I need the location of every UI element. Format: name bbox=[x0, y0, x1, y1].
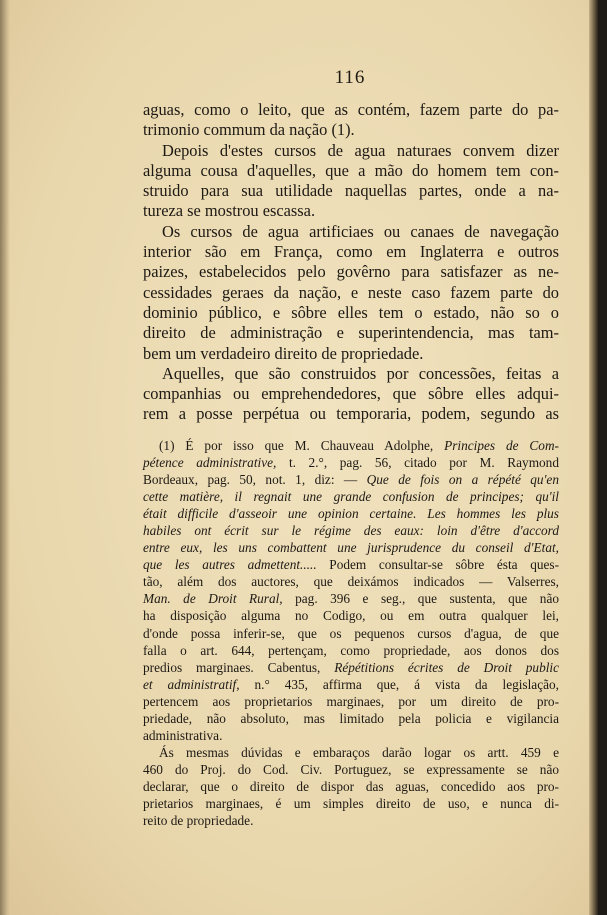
body-line bbox=[143, 404, 559, 424]
footnote-line bbox=[143, 761, 559, 778]
footnote-text: pag. 396 e seg., que sustenta, que não bbox=[282, 591, 559, 607]
footnote-text: declarar, que o direito de dispor das aguas, concedido aos pro- bbox=[143, 778, 559, 794]
body-line bbox=[143, 323, 559, 343]
body-line bbox=[143, 344, 559, 364]
footnote-line bbox=[143, 573, 559, 590]
footnote-line bbox=[143, 727, 559, 744]
footnote-text: reito de propriedade. bbox=[143, 813, 254, 829]
body-text: dominio público, e sôbre elles tem o estado, não so o bbox=[143, 302, 559, 322]
footnote-text: Principes de Com- bbox=[444, 438, 559, 453]
footnote-line bbox=[143, 625, 559, 642]
body-text: cessidades geraes da nação, e neste caso fazem parte do bbox=[143, 282, 559, 302]
body-line bbox=[143, 222, 559, 242]
body-line bbox=[143, 364, 559, 384]
body-text: trimonio commum da nação (1). bbox=[143, 120, 355, 140]
body-line bbox=[143, 120, 559, 140]
body-text: tureza se mostrou escassa. bbox=[143, 201, 316, 221]
footnote-text: était difficile d'asseoir une opinion certaine. Les hommes les plus bbox=[143, 506, 559, 522]
body-text: rem a posse perpétua ou temporaria, podem, segundo as bbox=[143, 404, 559, 424]
body-text: Aquelles, que são construidos por concessões, feitas a bbox=[162, 363, 559, 383]
footnote-line bbox=[143, 710, 559, 727]
footnotes bbox=[143, 437, 559, 829]
body-line bbox=[143, 262, 559, 282]
footnote-text: Répétitions écrites de Droit public bbox=[334, 659, 560, 675]
footnote-line bbox=[143, 744, 559, 761]
footnote-line bbox=[143, 505, 559, 522]
body-text: direito de administração e superintendencia, mas tam- bbox=[143, 323, 559, 343]
body-line bbox=[143, 283, 559, 303]
footnote-line bbox=[143, 812, 559, 829]
footnote-text: ha disposição alguma no Codigo, ou em outra qualquer lei, bbox=[143, 608, 559, 624]
footnote-text: Podem consultar-se sôbre ésta ques- bbox=[316, 557, 560, 573]
page-edge-shadow bbox=[589, 0, 598, 915]
footnote-line bbox=[143, 659, 559, 676]
footnote-text: pertencem aos proprietarios marginaes, por um direito de pro- bbox=[143, 693, 559, 709]
body-line bbox=[143, 161, 559, 181]
body-line bbox=[143, 242, 559, 262]
footnote-text: entre eux, les uns combattent une jurisprudence du conseil d'Etat, bbox=[143, 540, 559, 556]
footnote-text: Man. de Droit Rural, bbox=[143, 591, 283, 607]
page-number: 116 bbox=[334, 67, 366, 88]
body-text: companhias ou emprehendedores, que sôbre elles adqui- bbox=[143, 384, 559, 404]
footnote-text: predios marginaes. Cabentus, bbox=[143, 659, 335, 675]
footnote-line bbox=[143, 437, 559, 454]
footnote-text: et administratif, bbox=[143, 676, 240, 692]
footnote-line bbox=[143, 488, 559, 505]
footnote-text: Bordeaux, pag. 50, not. 1, diz: — bbox=[143, 472, 367, 488]
footnote-line bbox=[143, 454, 559, 471]
body-text: Depois d'estes cursos de agua naturaes convem dizer bbox=[162, 140, 559, 160]
footnote-text: que les autres admettent..... bbox=[143, 557, 317, 573]
footnote-line bbox=[143, 676, 559, 693]
page-gutter-shadow bbox=[0, 0, 10, 915]
footnote-line bbox=[143, 642, 559, 659]
footnote-text: prietarios marginaes, é um simples direito de uso, e nunca di- bbox=[143, 795, 559, 811]
body-text: aguas, como o leito, que as contém, fazem parte do pa- bbox=[143, 100, 559, 119]
footnote-text: d'onde possa inferir-se, que os pequenos cursos d'agua, de que bbox=[143, 625, 559, 641]
body-line bbox=[143, 201, 559, 221]
footnote-text: administrativa. bbox=[143, 727, 223, 743]
footnote-line bbox=[143, 539, 559, 556]
body-text: bem um verdadeiro direito de propriedade. bbox=[143, 343, 424, 363]
body-line bbox=[143, 141, 559, 161]
body-line bbox=[143, 303, 559, 323]
footnote-line bbox=[143, 693, 559, 710]
body-line bbox=[143, 100, 559, 120]
footnote-line bbox=[143, 522, 559, 539]
footnote-text: Que de fois on a répété qu'en bbox=[366, 472, 559, 488]
footnote-text: habiles ont écrit sur le régime des eaux: loin d'être d'accord bbox=[143, 523, 559, 539]
body-text: alguma cousa d'aquelles, que a mão do homem tem con- bbox=[143, 160, 559, 180]
main-text bbox=[143, 100, 559, 425]
footnote-text: falla o art. 644, pertençam, como propriedade, aos donos dos bbox=[143, 642, 559, 658]
footnote-line bbox=[143, 778, 559, 795]
body-line bbox=[143, 181, 559, 201]
footnote-text: t. 2.°, pag. 56, citado por M. Raymond bbox=[276, 455, 559, 471]
body-text: Os cursos de agua artificiaes ou canaes de navegação bbox=[162, 221, 559, 241]
footnote-line bbox=[143, 471, 559, 488]
body-text: interior são em França, como em Inglaterra e outros bbox=[143, 242, 559, 262]
footnote-text: cette matière, il regnait une grande confusion de principes; qu'il bbox=[143, 489, 559, 505]
footnote-text: 460 do Proj. do Cod. Civ. Portuguez, se expressamente se não bbox=[143, 761, 559, 777]
footnote-line bbox=[143, 795, 559, 812]
body-line bbox=[143, 384, 559, 404]
body-text: struido para sua utilidade naquellas partes, onde a na- bbox=[143, 181, 559, 201]
body-text: paizes, estabelecidos pelo govêrno para satisfazer as ne- bbox=[143, 262, 559, 282]
footnote-text: (1) É por isso que M. Chauveau Adolphe, bbox=[159, 438, 445, 453]
footnote-text: tão, além dos auctores, que deixámos indicados — Valserres, bbox=[143, 574, 559, 590]
footnote-text: priedade, não absoluto, mas limitado pela policia e vigilancia bbox=[143, 710, 559, 726]
footnote-text: pétence administrative, bbox=[143, 455, 277, 471]
footnote-line bbox=[143, 556, 559, 573]
footnote-text: n.° 435, affirma que, á vista da legislação, bbox=[239, 676, 559, 692]
footnote-text: Ás mesmas dúvidas e embaraços darão logar os artt. 459 e bbox=[159, 744, 559, 760]
footnote-line bbox=[143, 590, 559, 607]
footnote-line bbox=[143, 607, 559, 624]
